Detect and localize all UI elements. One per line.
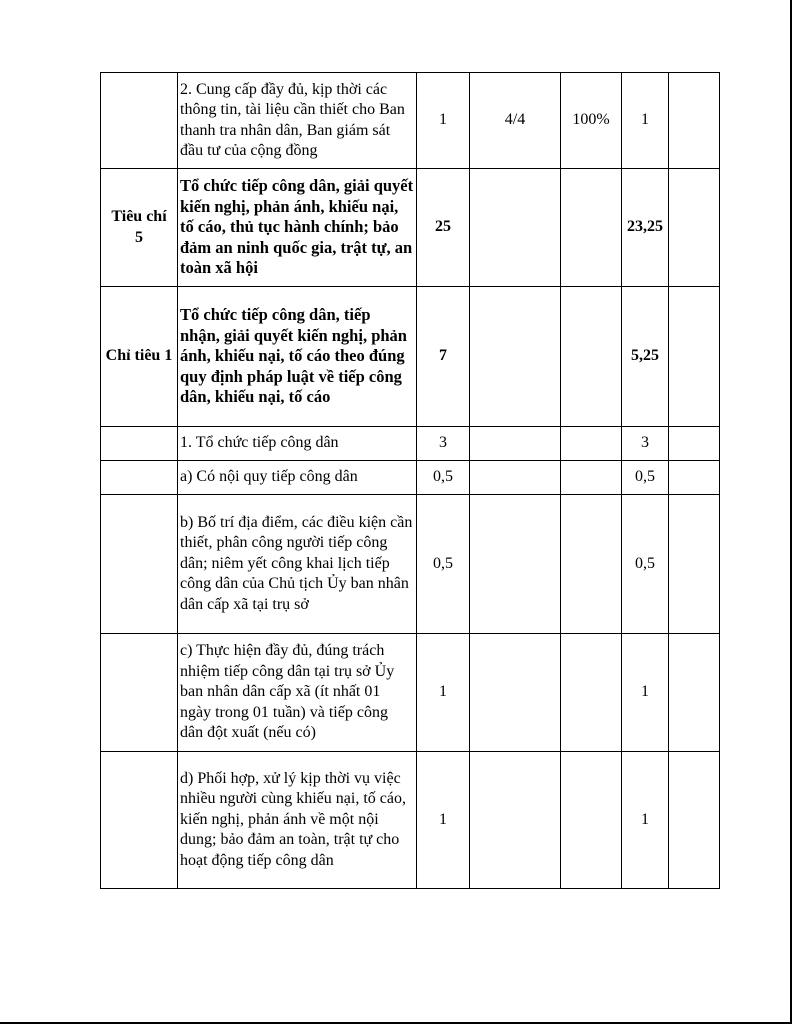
score-cell: 23,25: [622, 169, 669, 287]
table-row: [101, 495, 720, 634]
rate-cell: [561, 752, 622, 889]
rate-cell: [561, 427, 622, 461]
score-cell: 1: [622, 73, 669, 169]
criterion-cell: [101, 73, 178, 169]
table-row: [101, 287, 720, 427]
criterion-cell: [101, 634, 178, 752]
table-row: [101, 73, 720, 169]
rate-cell: [561, 495, 622, 634]
criterion-cell: Chỉ tiêu 1: [101, 287, 178, 427]
max-score-cell: 1: [417, 752, 470, 889]
result-cell: [470, 495, 561, 634]
note-cell: [669, 169, 720, 287]
result-cell: [470, 461, 561, 495]
content-cell: Tổ chức tiếp công dân, giải quyết kiến nghị, phản ánh, khiếu nại, tố cáo, thủ tục hành chính; bảo đảm an ninh quốc gia, trật tự, an toàn xã hội: [178, 169, 417, 287]
table-row: [101, 634, 720, 752]
max-score-cell: 0,5: [417, 495, 470, 634]
note-cell: [669, 634, 720, 752]
rate-cell: [561, 461, 622, 495]
score-cell: 1: [622, 752, 669, 889]
content-cell: d) Phối hợp, xử lý kịp thời vụ việc nhiều người cùng khiếu nại, tố cáo, kiến nghị, phản ánh về một nội dung; bảo đảm an toàn, trật tự cho hoạt động tiếp công dân: [178, 752, 417, 889]
max-score-cell: 1: [417, 634, 470, 752]
max-score-cell: 7: [417, 287, 470, 427]
rate-cell: [561, 634, 622, 752]
max-score-cell: 25: [417, 169, 470, 287]
rate-cell: 100%: [561, 73, 622, 169]
score-cell: 5,25: [622, 287, 669, 427]
note-cell: [669, 73, 720, 169]
note-cell: [669, 461, 720, 495]
result-cell: [470, 169, 561, 287]
criterion-cell: [101, 427, 178, 461]
result-cell: [470, 287, 561, 427]
criterion-cell: [101, 461, 178, 495]
max-score-cell: 0,5: [417, 461, 470, 495]
max-score-cell: 1: [417, 73, 470, 169]
note-cell: [669, 495, 720, 634]
score-cell: 1: [622, 634, 669, 752]
result-cell: 4/4: [470, 73, 561, 169]
note-cell: [669, 752, 720, 889]
table-row: [101, 461, 720, 495]
result-cell: [470, 752, 561, 889]
table-row: [101, 427, 720, 461]
content-cell: Tổ chức tiếp công dân, tiếp nhận, giải quyết kiến nghị, phản ánh, khiếu nại, tố cáo theo đúng quy định pháp luật về tiếp công dân, khiếu nại, tố cáo: [178, 287, 417, 427]
score-cell: 0,5: [622, 495, 669, 634]
content-cell: 1. Tổ chức tiếp công dân: [178, 427, 417, 461]
criterion-cell: [101, 495, 178, 634]
rate-cell: [561, 287, 622, 427]
content-cell: c) Thực hiện đầy đủ, đúng trách nhiệm tiếp công dân tại trụ sở Ủy ban nhân dân cấp xã (ít nhất 01 ngày trong 01 tuần) và tiếp công dân đột xuất (nếu có): [178, 634, 417, 752]
rate-cell: [561, 169, 622, 287]
content-cell: a) Có nội quy tiếp công dân: [178, 461, 417, 495]
content-cell: b) Bố trí địa điểm, các điều kiện cần thiết, phân công người tiếp công dân; niêm yết công khai lịch tiếp công dân của Chủ tịch Ủy ban nhân dân cấp xã tại trụ sở: [178, 495, 417, 634]
result-cell: [470, 634, 561, 752]
score-cell: 3: [622, 427, 669, 461]
result-cell: [470, 427, 561, 461]
table-row: [101, 169, 720, 287]
table-row: [101, 752, 720, 889]
score-cell: 0,5: [622, 461, 669, 495]
note-cell: [669, 427, 720, 461]
criterion-cell: [101, 752, 178, 889]
criterion-cell: Tiêu chí 5: [101, 169, 178, 287]
note-cell: [669, 287, 720, 427]
max-score-cell: 3: [417, 427, 470, 461]
assessment-table: [100, 72, 720, 889]
content-cell: 2. Cung cấp đầy đủ, kịp thời các thông tin, tài liệu cần thiết cho Ban thanh tra nhân dân, Ban giám sát đầu tư của cộng đồng: [178, 73, 417, 169]
